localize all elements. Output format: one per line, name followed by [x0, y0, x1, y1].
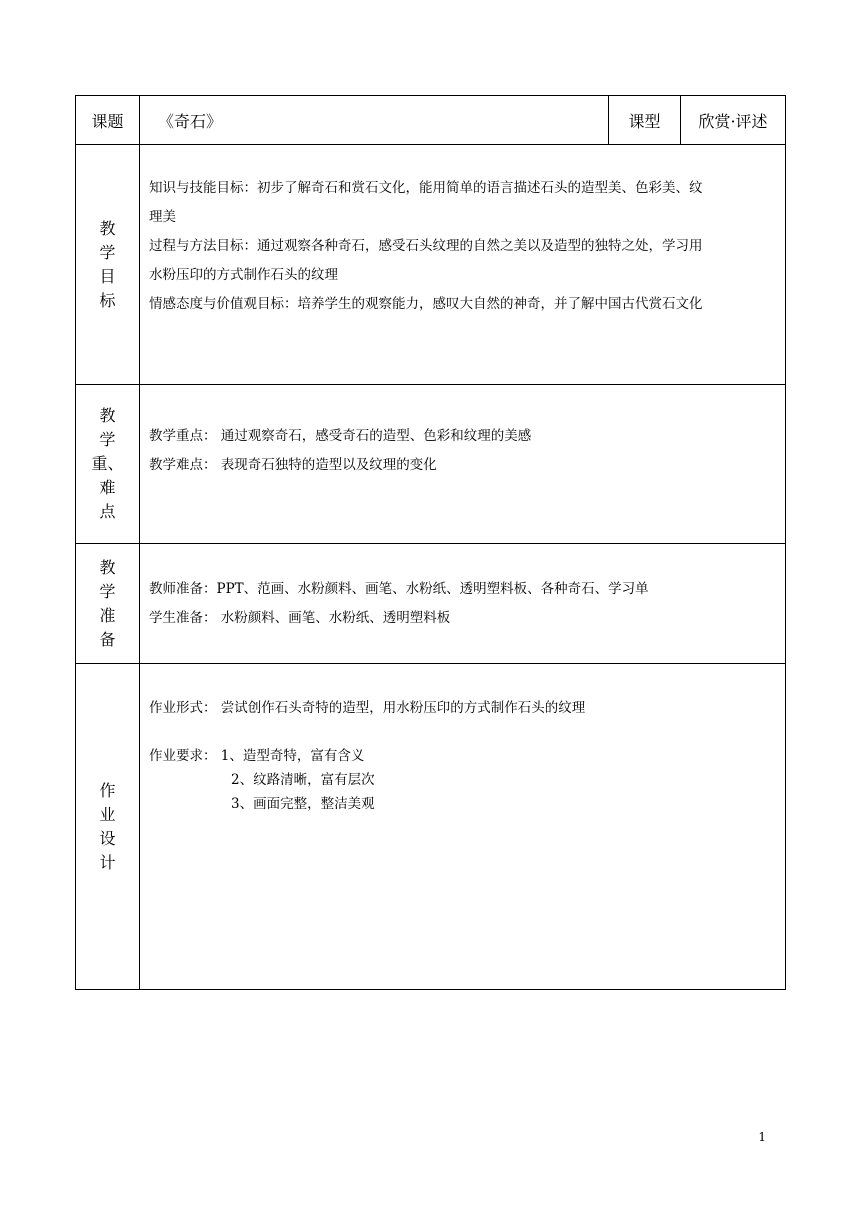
label-char: 教 [99, 406, 116, 425]
header-row [76, 96, 786, 145]
objective-line: 知识与技能目标：初步了解奇石和赏石文化，能用简单的语言描述石头的造型美、色彩美、纹 [149, 180, 703, 196]
label-char: 难 [99, 478, 116, 497]
preparation-line: 教师准备：PPT、范画、水粉颜料、画笔、水粉纸、透明塑料板、各种奇石、学习单 [149, 580, 649, 597]
objective-line: 理美 [149, 209, 176, 225]
objective-line: 情感态度与价值观目标：培养学生的观察能力，感叹大自然的神奇，并了解中国古代赏石文化 [149, 296, 703, 312]
topic-value: 《奇石》 [140, 96, 609, 145]
type-value: 欣赏·评述 [681, 96, 786, 145]
label-char: 教 [99, 557, 116, 577]
lesson-plan-table [75, 95, 786, 990]
objectives-row [76, 145, 786, 385]
key-points-content [140, 385, 786, 544]
key-point-line: 教学重点： 通过观察奇石，感受奇石的造型、色彩和纹理的美感 [149, 428, 532, 444]
objectives-label [76, 145, 140, 385]
label-char: 教 [99, 218, 116, 238]
key-point-line: 教学难点： 表现奇石独特的造型以及纹理的变化 [149, 457, 437, 473]
label-char: 目 [99, 266, 116, 286]
objectives-content [140, 145, 786, 385]
label-char: 点 [99, 502, 116, 521]
label-char: 准 [99, 605, 116, 625]
label-char: 计 [99, 852, 116, 872]
label-char: 业 [99, 804, 116, 824]
objective-line: 水粉压印的方式制作石头的纹理 [149, 267, 338, 283]
objective-line: 过程与方法目标：通过观察各种奇石，感受石头纹理的自然之美以及造型的独特之处，学习用 [149, 238, 703, 254]
homework-content [140, 664, 786, 990]
label-char: 学 [99, 242, 116, 262]
page-number: 1 [758, 1130, 766, 1144]
homework-row [76, 664, 786, 990]
key-points-row [76, 385, 786, 544]
label-char: 学 [99, 430, 116, 449]
topic-label: 课题 [76, 96, 140, 145]
label-char: 标 [99, 290, 116, 310]
label-char: 作 [99, 780, 116, 800]
homework-label [76, 664, 140, 990]
label-char: 设 [99, 828, 116, 848]
key-points-label [76, 385, 140, 544]
preparation-label [76, 544, 140, 664]
homework-requirement-line: 2、纹路清晰，富有层次 [231, 772, 375, 788]
label-char: 学 [99, 581, 116, 601]
label-char: 备 [99, 629, 116, 649]
label-char: 重、 [91, 454, 124, 473]
preparation-content [140, 544, 786, 664]
preparation-line: 学生准备： 水粉颜料、画笔、水粉纸、透明塑料板 [149, 609, 451, 626]
spacer [149, 720, 779, 744]
preparation-row [76, 544, 786, 664]
type-label: 课型 [609, 96, 681, 145]
homework-form-line: 作业形式： 尝试创作石头奇特的造型，用水粉压印的方式制作石头的纹理 [149, 700, 586, 716]
homework-requirement-line: 3、画面完整，整洁美观 [231, 796, 375, 812]
homework-requirement-line: 作业要求： 1、造型奇特，富有含义 [149, 748, 365, 764]
